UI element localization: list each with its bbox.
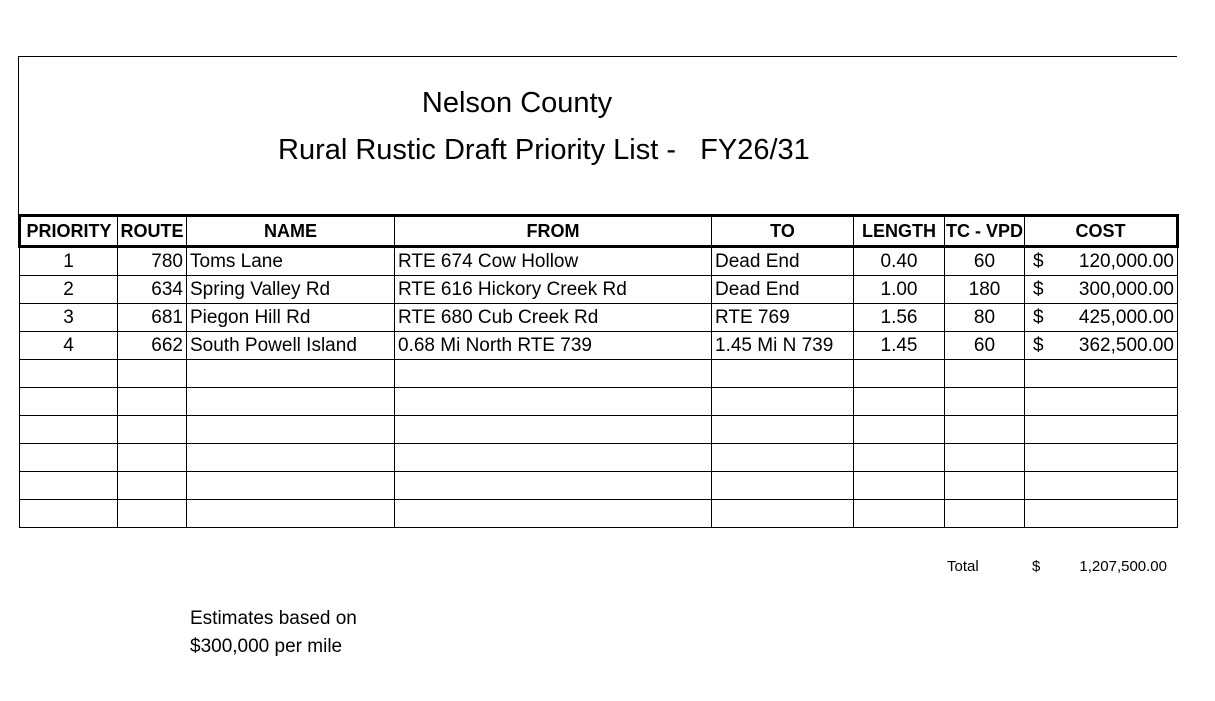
cell-cost — [1025, 247, 1178, 276]
cell-vpd: 180 — [945, 276, 1025, 304]
cell-name: Toms Lane — [187, 247, 395, 276]
total-value: 1,207,500.00 — [1079, 558, 1167, 575]
cell-cost — [1025, 332, 1178, 360]
cell-from: 0.68 Mi North RTE 739 — [395, 332, 712, 360]
table-row — [20, 304, 1178, 332]
header-to: TO — [712, 216, 854, 247]
cell-priority: 2 — [20, 276, 118, 304]
total-label: Total — [947, 558, 979, 575]
cell-name: South Powell Island — [187, 332, 395, 360]
header-row — [20, 216, 1178, 247]
cell-name: Piegon Hill Rd — [187, 304, 395, 332]
cost-value: 425,000.00 — [1078, 306, 1174, 328]
empty-row — [20, 472, 1178, 500]
cell-vpd: 60 — [945, 247, 1025, 276]
cost-symbol: $ — [1033, 306, 1044, 328]
note-line-1: Estimates based on — [190, 608, 357, 629]
estimate-note — [190, 605, 357, 661]
cell-route: 634 — [118, 276, 187, 304]
table-row — [20, 332, 1178, 360]
header-from: FROM — [395, 216, 712, 247]
cell-to: Dead End — [712, 247, 854, 276]
empty-row — [20, 444, 1178, 472]
cost-symbol: $ — [1033, 250, 1044, 272]
cell-from: RTE 680 Cub Creek Rd — [395, 304, 712, 332]
cell-length: 1.00 — [854, 276, 945, 304]
cell-cost — [1025, 276, 1178, 304]
cost-value: 300,000.00 — [1078, 278, 1174, 300]
county-title: Nelson County — [421, 87, 613, 119]
empty-row — [20, 416, 1178, 444]
header-tc-vpd: TC - VPD — [945, 216, 1025, 247]
cell-vpd: 60 — [945, 332, 1025, 360]
cell-priority: 1 — [20, 247, 118, 276]
header-cost: COST — [1025, 216, 1178, 247]
cell-to: Dead End — [712, 276, 854, 304]
left-border — [18, 56, 19, 216]
cell-length: 1.56 — [854, 304, 945, 332]
header-priority: PRIORITY — [20, 216, 118, 247]
cost-value: 362,500.00 — [1078, 334, 1174, 356]
empty-row — [20, 500, 1178, 528]
cell-cost — [1025, 304, 1178, 332]
cell-length: 1.45 — [854, 332, 945, 360]
top-border — [18, 56, 1177, 57]
cell-length: 0.40 — [854, 247, 945, 276]
priority-table — [18, 214, 1179, 528]
note-line-2: $300,000 per mile — [190, 636, 343, 657]
cell-from: RTE 674 Cow Hollow — [395, 247, 712, 276]
empty-row — [20, 360, 1178, 388]
header-length: LENGTH — [854, 216, 945, 247]
cell-name: Spring Valley Rd — [187, 276, 395, 304]
cost-symbol: $ — [1033, 278, 1044, 300]
table-row — [20, 276, 1178, 304]
cell-route: 780 — [118, 247, 187, 276]
list-title: Rural Rustic Draft Priority List - FY26/31 — [278, 134, 810, 166]
total-symbol: $ — [1032, 558, 1041, 575]
cell-to: 1.45 Mi N 739 — [712, 332, 854, 360]
cell-route: 681 — [118, 304, 187, 332]
cell-priority: 3 — [20, 304, 118, 332]
cell-from: RTE 616 Hickory Creek Rd — [395, 276, 712, 304]
table-row — [20, 247, 1178, 276]
cost-symbol: $ — [1033, 334, 1044, 356]
cell-route: 662 — [118, 332, 187, 360]
empty-row — [20, 388, 1178, 416]
cell-priority: 4 — [20, 332, 118, 360]
cost-value: 120,000.00 — [1078, 250, 1174, 272]
header-route: ROUTE — [118, 216, 187, 247]
cell-to: RTE 769 — [712, 304, 854, 332]
header-name: NAME — [187, 216, 395, 247]
cell-vpd: 80 — [945, 304, 1025, 332]
